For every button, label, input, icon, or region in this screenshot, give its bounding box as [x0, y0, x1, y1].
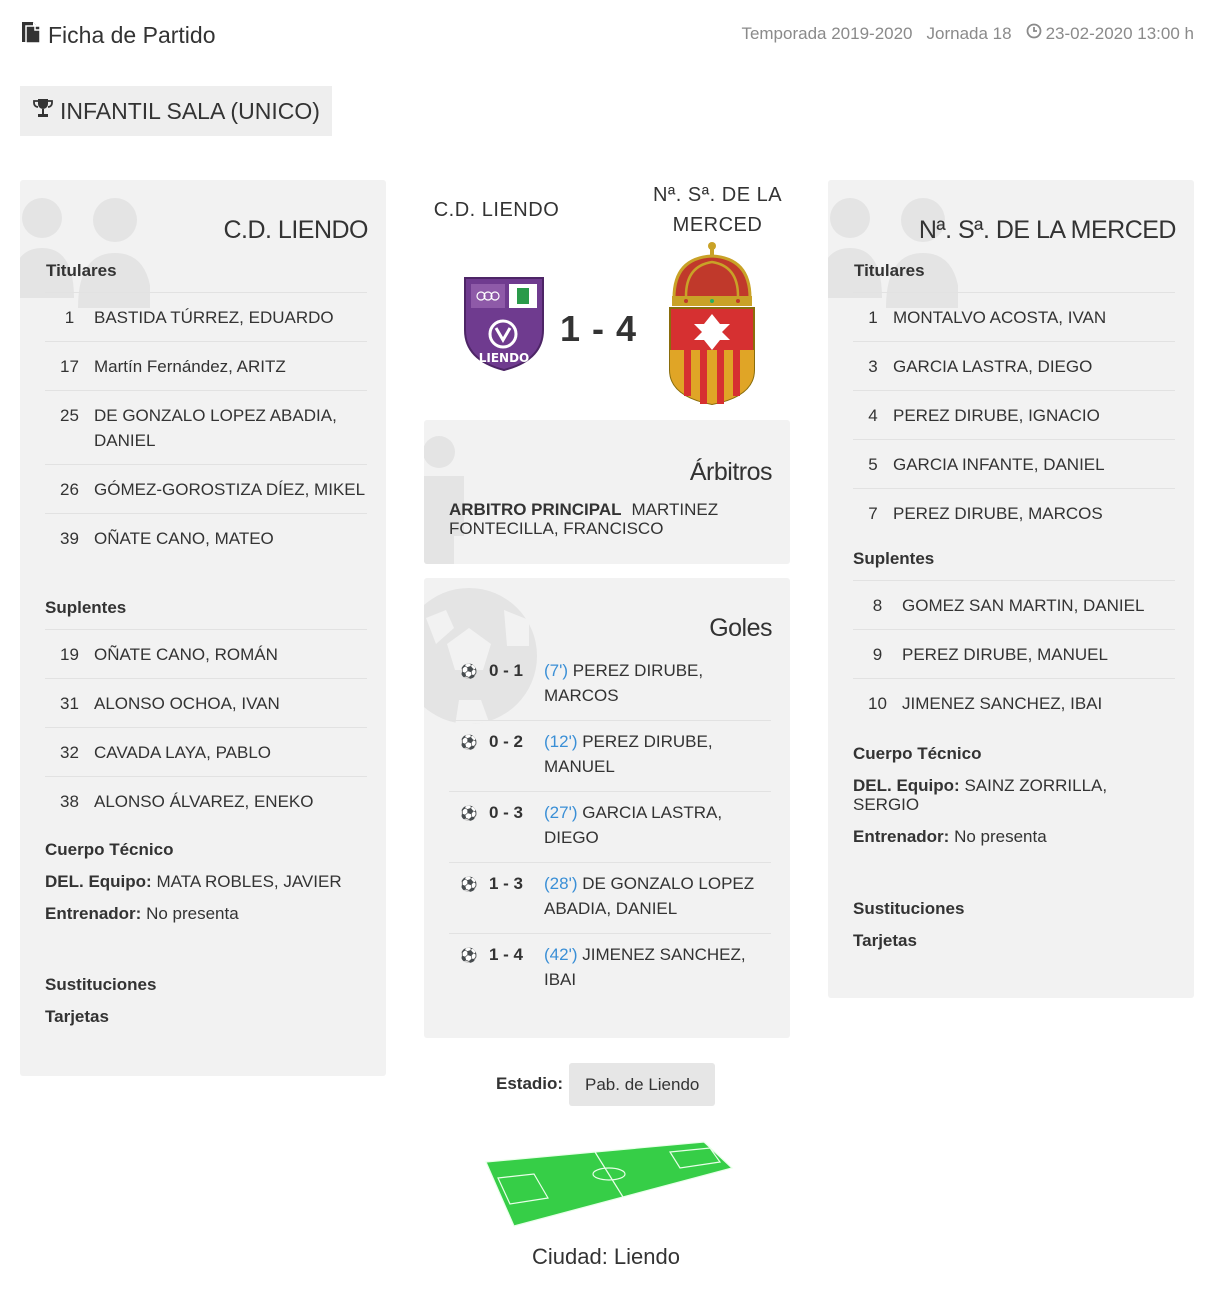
city-text: Ciudad: Liendo: [531, 1244, 680, 1269]
away-suplentes-list: [853, 580, 1175, 727]
list-item: 10 JIMENEZ SANCHEZ, IBAI: [853, 678, 1175, 727]
away-team-panel: [828, 180, 1194, 998]
goals-panel: [424, 578, 790, 1038]
list-item: 3 GARCIA LASTRA, DIEGO: [853, 341, 1175, 390]
home-team-name: C.D. LIENDO: [223, 216, 368, 244]
list-item: ⚽ 0 - 2 (12') PEREZ DIRUBE, MANUEL: [449, 721, 771, 792]
soccer-ball-icon: ⚽: [460, 734, 478, 750]
soccer-ball-icon: ⚽: [460, 876, 478, 892]
away-titulares-heading: Titulares: [854, 261, 925, 280]
clock-icon: [1026, 23, 1042, 44]
home-suplentes-heading: Suplentes: [45, 598, 127, 617]
list-item: 8 GOMEZ SAN MARTIN, DANIEL: [853, 580, 1175, 629]
soccer-ball-icon: ⚽: [460, 947, 478, 963]
list-item: 38 ALONSO ÁLVAREZ, ENEKO: [45, 776, 367, 825]
match-score: 1 - 4: [560, 308, 638, 349]
home-titulares-list: [45, 292, 367, 562]
away-tarjetas-heading: Tarjetas: [853, 931, 917, 950]
goals-title: Goles: [709, 614, 772, 642]
trophy-icon: [32, 97, 54, 125]
list-item: ⚽ 0 - 3 (27') GARCIA LASTRA, DIEGO: [449, 792, 771, 863]
svg-text:LIENDO: LIENDO: [478, 351, 530, 365]
goal-minute-link[interactable]: (42'): [544, 945, 578, 964]
home-suplentes-list: [45, 629, 367, 825]
away-staff-heading: Cuerpo Técnico: [853, 744, 982, 763]
stadium-label: Estadio:: [496, 1074, 564, 1093]
document-icon: [20, 20, 42, 50]
home-sustituciones-heading: Sustituciones: [45, 975, 157, 994]
list-item: 1 BASTIDA TÚRREZ, EDUARDO: [45, 292, 367, 341]
away-team-crest[interactable]: [666, 240, 758, 411]
home-team-crest[interactable]: [463, 276, 545, 377]
away-suplentes-heading: Suplentes: [853, 549, 935, 568]
list-item: ⚽ 1 - 3 (28') DE GONZALO LOPEZ ABADIA, DANIEL: [449, 863, 771, 934]
list-item: 19 OÑATE CANO, ROMÁN: [45, 629, 367, 678]
stadium-value: Pab. de Liendo: [569, 1063, 715, 1106]
matchday-text: Jornada 18: [926, 23, 1012, 43]
home-team-center-name: C.D. LIENDO: [433, 199, 560, 221]
match-datetime: 23-02-2020 13:00 h: [1045, 23, 1194, 43]
list-item: 1 MONTALVO ACOSTA, IVAN: [853, 292, 1175, 341]
list-item: 4 PEREZ DIRUBE, IGNACIO: [853, 390, 1175, 439]
list-item: 31 ALONSO OCHOA, IVAN: [45, 678, 367, 727]
away-delegado: DEL. Equipo: SAINZ ZORRILLA, SERGIO: [853, 776, 1108, 814]
goal-minute-link[interactable]: (7'): [544, 661, 569, 680]
home-titulares-heading: Titulares: [46, 261, 117, 280]
home-delegado: DEL. Equipo: MATA ROBLES, JAVIER: [45, 872, 342, 891]
away-sustituciones-heading: Sustituciones: [853, 899, 965, 918]
match-meta: [741, 23, 1194, 44]
home-entrenador: Entrenador: No presenta: [45, 904, 239, 923]
home-tarjetas-heading: Tarjetas: [45, 1007, 109, 1026]
list-item: ⚽ 0 - 1 (7') PEREZ DIRUBE, MARCOS: [449, 650, 771, 721]
page-title: Ficha de Partido: [20, 20, 215, 50]
soccer-ball-icon: ⚽: [460, 663, 478, 679]
list-item: 32 CAVADA LAYA, PABLO: [45, 727, 367, 776]
referees-title: Árbitros: [689, 458, 772, 486]
home-staff-heading: Cuerpo Técnico: [45, 840, 174, 859]
list-item: 17 Martín Fernández, ARITZ: [45, 341, 367, 390]
list-item: 7 PEREZ DIRUBE, MARCOS: [853, 488, 1175, 537]
list-item: 9 PEREZ DIRUBE, MANUEL: [853, 629, 1175, 678]
referees-panel: [424, 420, 790, 564]
list-item: 26 GÓMEZ-GOROSTIZA DÍEZ, MIKEL: [45, 464, 367, 513]
goal-minute-link[interactable]: (27'): [544, 803, 578, 822]
season-text: Temporada 2019-2020: [741, 23, 913, 43]
list-item: 5 GARCIA INFANTE, DANIEL: [853, 439, 1175, 488]
list-item: ⚽ 1 - 4 (42') JIMENEZ SANCHEZ, IBAI: [449, 934, 771, 1005]
top-bar: [20, 20, 1194, 54]
goal-minute-link[interactable]: (28'): [544, 874, 578, 893]
list-item: 25 DE GONZALO LOPEZ ABADIA, DANIEL: [45, 390, 367, 464]
competition-badge: INFANTIL SALA (UNICO): [20, 86, 332, 136]
user-icon: [424, 434, 484, 564]
list-item: 39 OÑATE CANO, MATEO: [45, 513, 367, 562]
goal-minute-link[interactable]: (12'): [544, 732, 578, 751]
home-team-panel: [20, 180, 386, 1076]
goals-list: [449, 650, 771, 1005]
away-team-center-name: Nª. Sª. DE LA MERCED: [652, 184, 783, 236]
soccer-pitch-icon: [484, 1138, 734, 1233]
away-entrenador: Entrenador: No presenta: [853, 827, 1047, 846]
soccer-ball-icon: ⚽: [460, 805, 478, 821]
away-team-name: Nª. Sª. DE LA MERCED: [918, 216, 1176, 244]
referee-principal: ARBITRO PRINCIPAL MARTINEZ FONTECILLA, FRANCISCO: [449, 500, 719, 538]
away-titulares-list: [853, 292, 1175, 537]
